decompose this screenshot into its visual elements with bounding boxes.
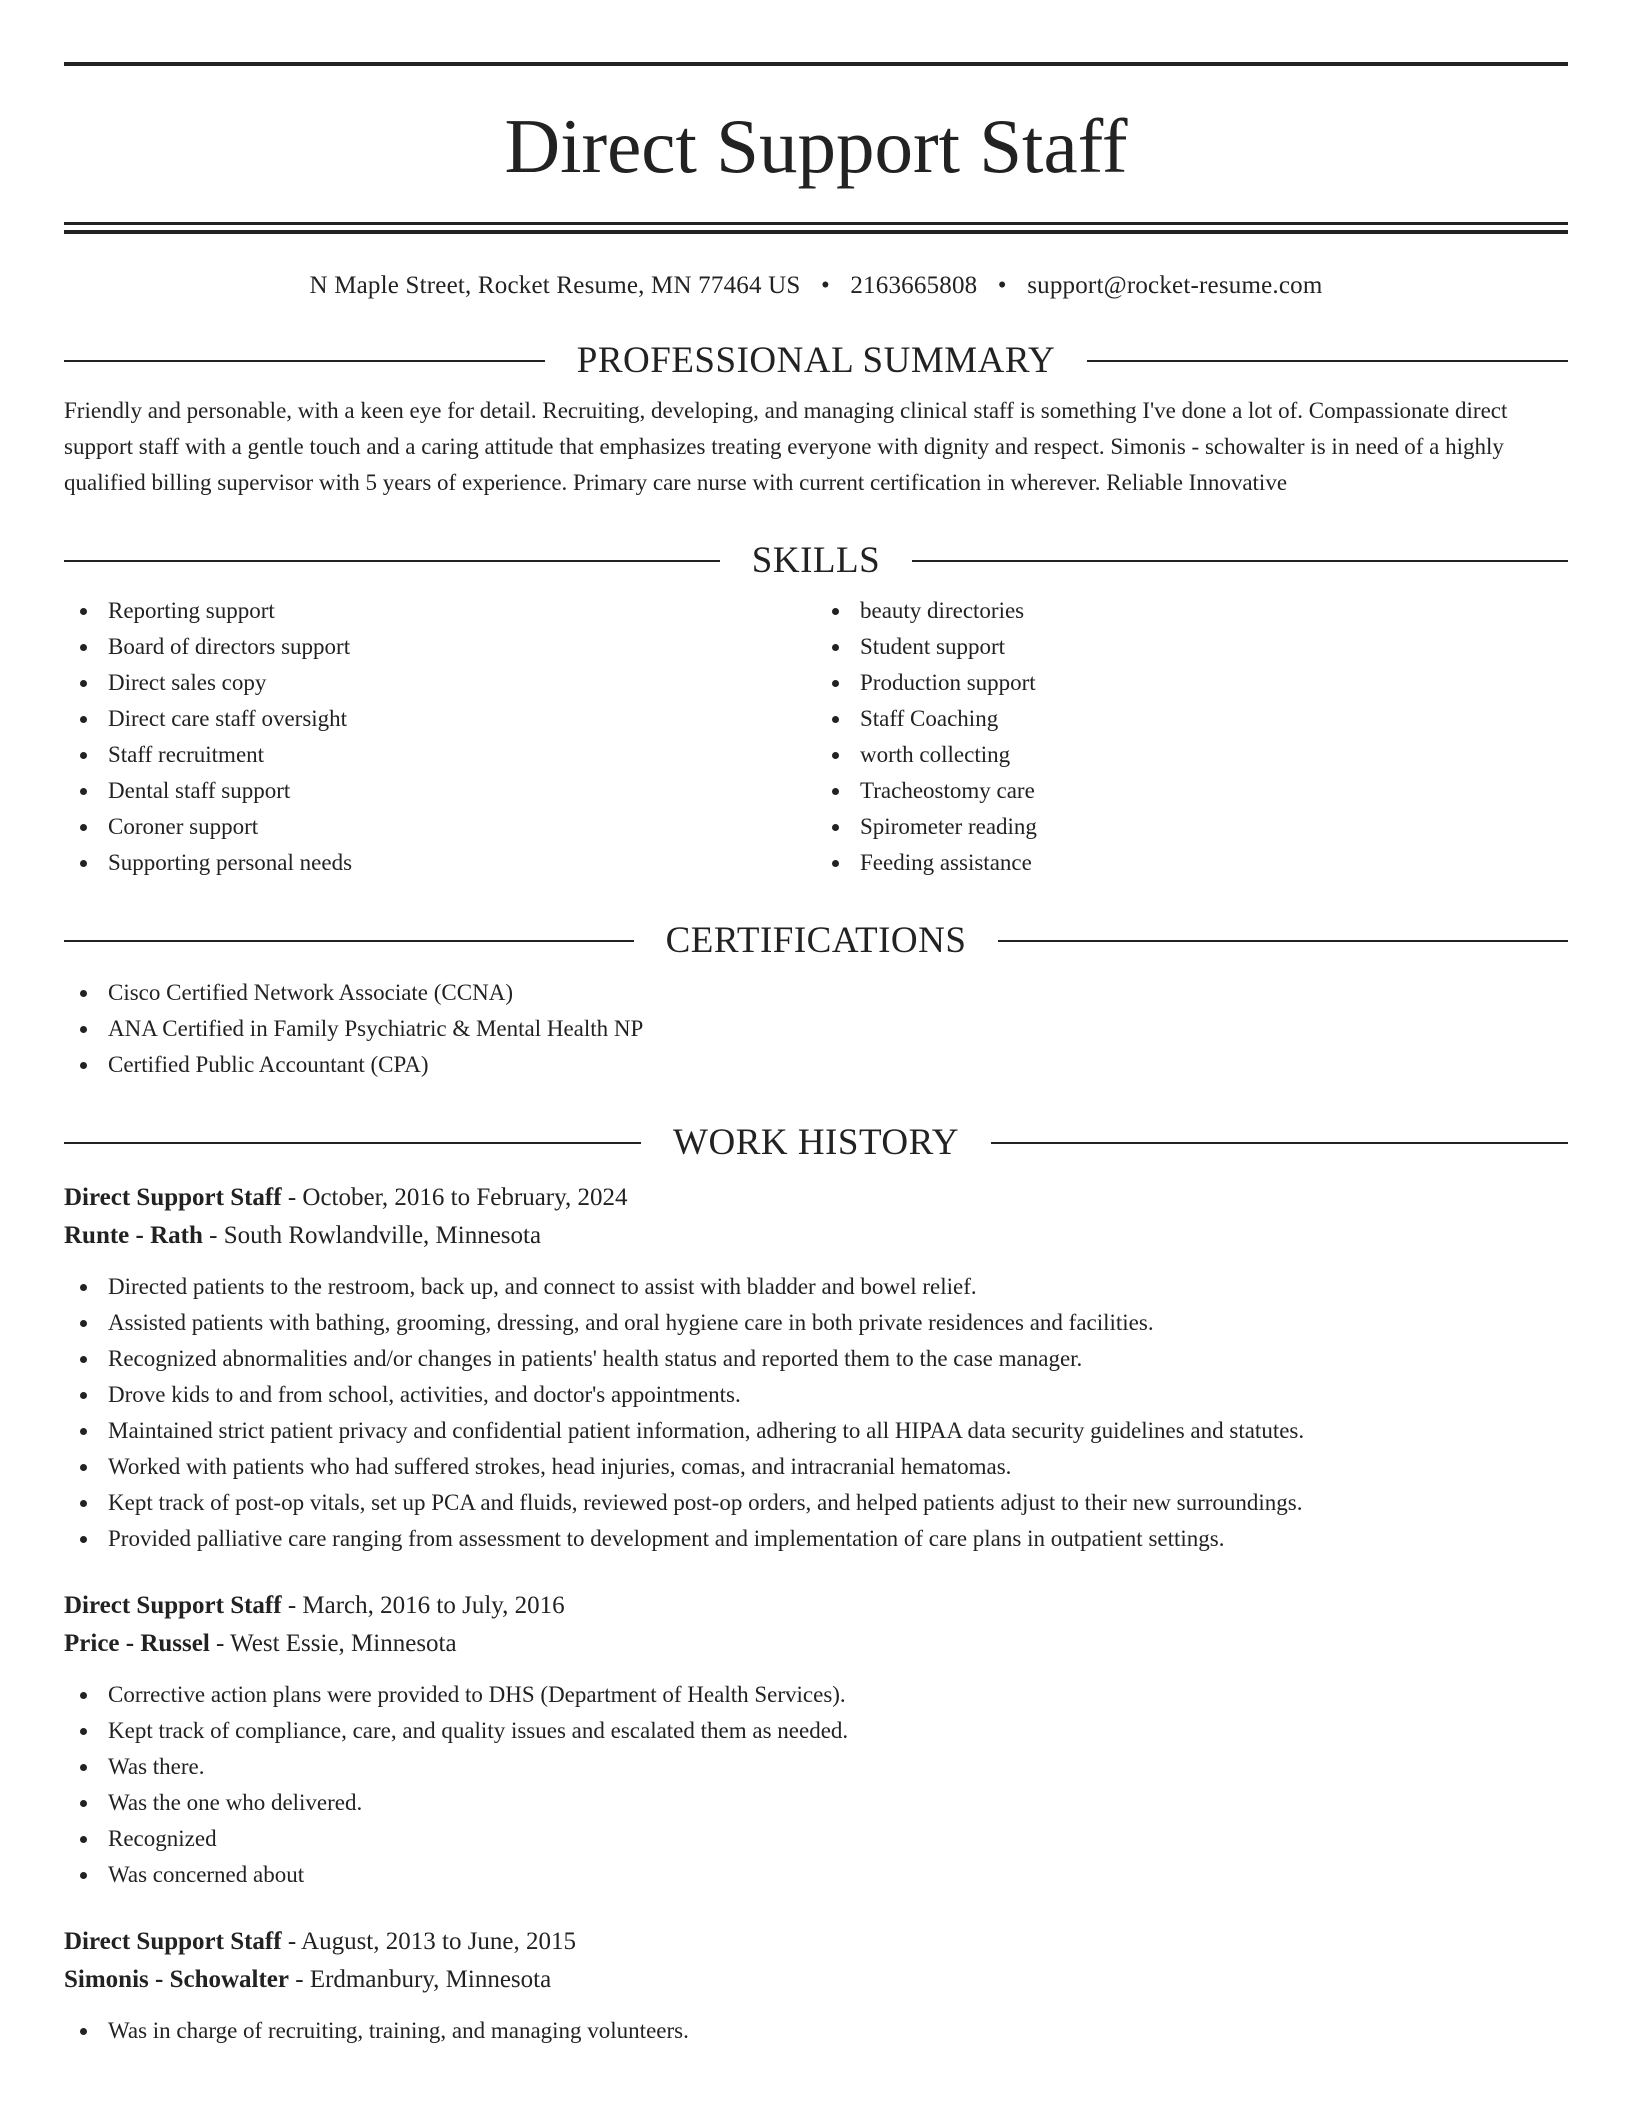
skill-item: worth collecting — [816, 737, 1568, 773]
skill-item: Board of directors support — [64, 629, 816, 665]
section-rule — [64, 560, 720, 562]
contact-address: N Maple Street, Rocket Resume, MN 77464 US — [309, 272, 801, 299]
job-location: - South Rowlandville, Minnesota — [202, 1222, 542, 1249]
job-location: - West Essie, Minnesota — [209, 1630, 457, 1657]
job-dates: - October, 2016 to February, 2024 — [281, 1184, 628, 1211]
contact-email: support@rocket-resume.com — [1027, 272, 1323, 299]
contact-separator: • — [997, 272, 1007, 299]
section-rule — [912, 560, 1568, 562]
skill-item: Feeding assistance — [816, 845, 1568, 881]
job-bullet: Was in charge of recruiting, training, and managing volunteers. — [64, 2013, 1568, 2049]
skill-item: Student support — [816, 629, 1568, 665]
job-bullet: Kept track of compliance, care, and quality issues and escalated them as needed. — [64, 1713, 1568, 1749]
job-company: Runte - Rath — [64, 1222, 203, 1249]
double-rule — [64, 222, 1568, 234]
job-bullet: Recognized — [64, 1821, 1568, 1857]
skills-column-right — [816, 593, 1568, 881]
job-bullets — [64, 2013, 1568, 2049]
job-company-line — [64, 1961, 1568, 1999]
job-bullet: Corrective action plans were provided to DHS (Department of Health Services). — [64, 1677, 1568, 1713]
section-rule — [64, 1142, 641, 1144]
job-bullet: Maintained strict patient privacy and confidential patient information, adhering to all HIPAA data security guidelines and statutes. — [64, 1413, 1568, 1449]
job-location: - Erdmanbury, Minnesota — [289, 1966, 552, 1993]
summary-section-title: PROFESSIONAL SUMMARY — [576, 340, 1056, 381]
job-company: Simonis - Schowalter — [64, 1966, 289, 1993]
job-title-line — [64, 1587, 1568, 1625]
job-entry — [64, 1923, 1568, 2049]
contact-separator: • — [820, 272, 830, 299]
job-bullet: Was concerned about — [64, 1857, 1568, 1893]
skill-item: Reporting support — [64, 593, 816, 629]
job-dates: - August, 2013 to June, 2015 — [281, 1928, 577, 1955]
certifications-section-header — [64, 919, 1568, 963]
resume-page — [64, 0, 1568, 2049]
skill-item: Direct sales copy — [64, 665, 816, 701]
certification-item: Certified Public Accountant (CPA) — [64, 1047, 1568, 1083]
job-bullet: Was the one who delivered. — [64, 1785, 1568, 1821]
skills-section-header — [64, 539, 1568, 583]
job-bullet: Assisted patients with bathing, grooming, dressing, and oral hygiene care in both private residences and facilities. — [64, 1305, 1568, 1341]
job-company: Price - Russel — [64, 1630, 210, 1657]
skill-item: Production support — [816, 665, 1568, 701]
skill-item: Supporting personal needs — [64, 845, 816, 881]
section-rule — [1087, 360, 1568, 362]
summary-section-header — [64, 339, 1568, 383]
job-bullet: Was there. — [64, 1749, 1568, 1785]
job-dates: - March, 2016 to July, 2016 — [281, 1592, 565, 1619]
job-entry — [64, 1179, 1568, 1557]
job-bullet: Drove kids to and from school, activities, and doctor's appointments. — [64, 1377, 1568, 1413]
job-title-line — [64, 1923, 1568, 1961]
certifications-section-title: CERTIFICATIONS — [665, 920, 967, 961]
skill-item: Coroner support — [64, 809, 816, 845]
skill-item: Staff recruitment — [64, 737, 816, 773]
skill-item: beauty directories — [816, 593, 1568, 629]
certification-item: ANA Certified in Family Psychiatric & Mental Health NP — [64, 1011, 1568, 1047]
skill-item: Tracheostomy care — [816, 773, 1568, 809]
skills-list — [64, 593, 1568, 881]
job-bullets — [64, 1269, 1568, 1557]
section-rule — [64, 360, 545, 362]
section-rule — [998, 940, 1568, 942]
job-bullet: Kept track of post-op vitals, set up PCA and fluids, reviewed post-op orders, and helped patients adjust to their new surroundings. — [64, 1485, 1568, 1521]
work-section-header — [64, 1121, 1568, 1165]
section-rule — [64, 940, 634, 942]
job-bullet: Directed patients to the restroom, back up, and connect to assist with bladder and bowel relief. — [64, 1269, 1568, 1305]
job-company-line — [64, 1217, 1568, 1255]
job-bullets — [64, 1677, 1568, 1893]
contact-line — [64, 271, 1568, 301]
job-title: Direct Support Staff — [64, 1184, 282, 1211]
job-title: Direct Support Staff — [64, 1928, 282, 1955]
skill-item: Direct care staff oversight — [64, 701, 816, 737]
job-entry — [64, 1587, 1568, 1893]
job-bullet: Worked with patients who had suffered strokes, head injuries, comas, and intracranial hematomas. — [64, 1449, 1568, 1485]
work-section-title: WORK HISTORY — [673, 1122, 959, 1163]
skill-item: Spirometer reading — [816, 809, 1568, 845]
job-bullet: Provided palliative care ranging from assessment to development and implementation of care plans in outpatient settings. — [64, 1521, 1568, 1557]
job-bullet: Recognized abnormalities and/or changes in patients' health status and reported them to the case manager. — [64, 1341, 1568, 1377]
resume-name: Direct Support Staff — [504, 103, 1128, 189]
contact-phone: 2163665808 — [850, 272, 978, 299]
certifications-list — [64, 975, 1568, 1083]
skills-column-left — [64, 593, 816, 881]
job-company-line — [64, 1625, 1568, 1663]
job-title: Direct Support Staff — [64, 1592, 282, 1619]
job-title-line — [64, 1179, 1568, 1217]
certification-item: Cisco Certified Network Associate (CCNA) — [64, 975, 1568, 1011]
top-rule — [64, 62, 1568, 66]
section-rule — [991, 1142, 1568, 1144]
skills-section-title: SKILLS — [751, 540, 881, 581]
summary-text: Friendly and personable, with a keen eye for detail. Recruiting, developing, and managing clinical staff is something I've done a lot of. Compassionate direct support staff with a gentle touch and a caring attitude that emphasizes treating everyone with dignity and respect. Simonis - schowalter is in need of a highly qualified billing supervisor with 5 years of experience. Primary care nurse with current certification in wherever. Reliable Innovative — [64, 398, 1508, 495]
skill-item: Staff Coaching — [816, 701, 1568, 737]
skill-item: Dental staff support — [64, 773, 816, 809]
